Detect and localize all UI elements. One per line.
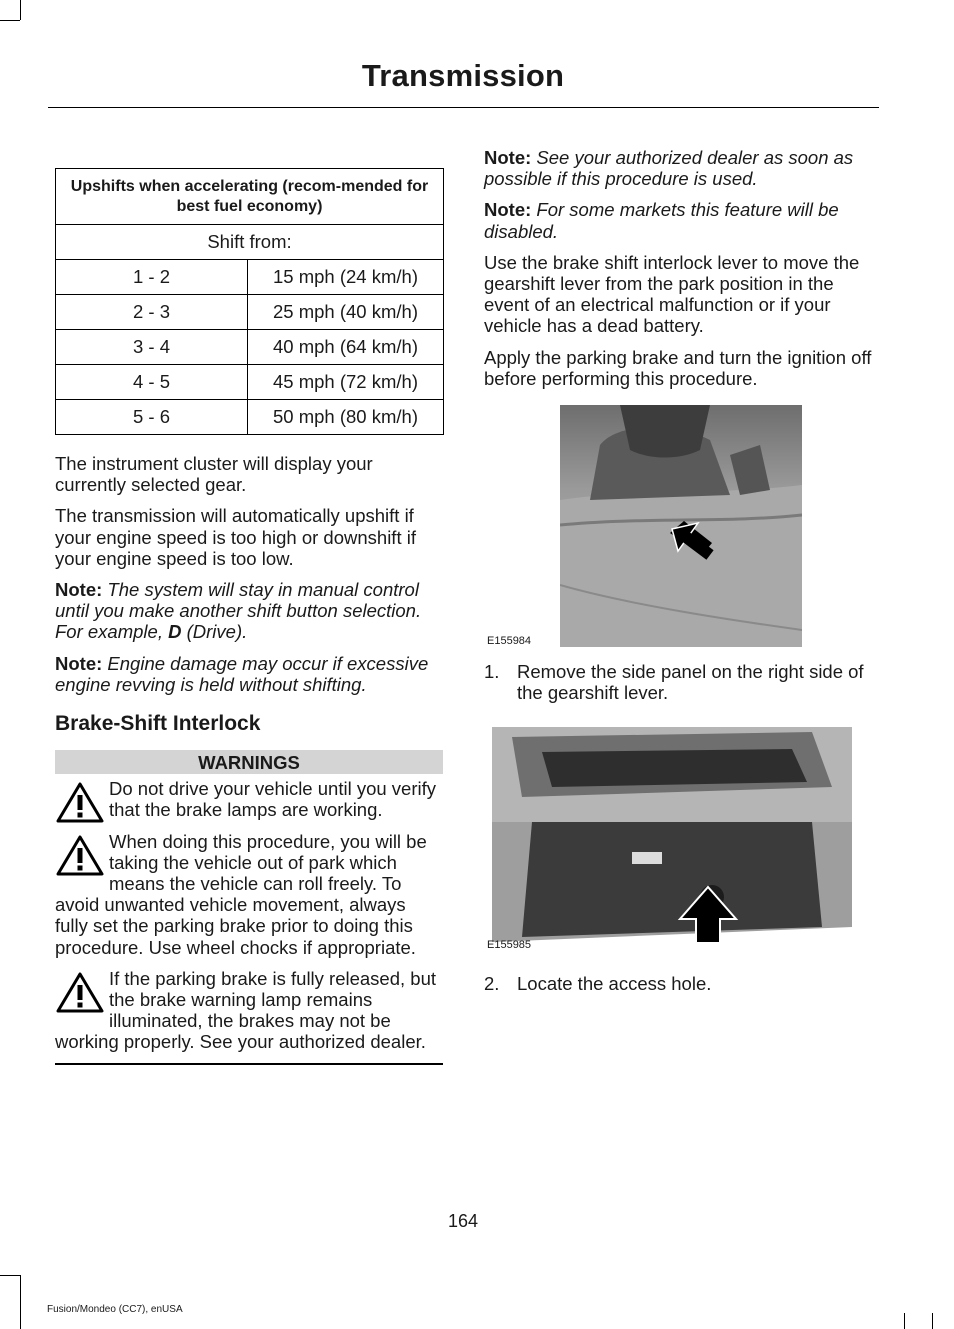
footer-text: Fusion/Mondeo (CC7), enUSA (47, 1304, 183, 1315)
speed-cell: 40 mph (64 km/h) (248, 330, 444, 365)
step-text: Locate the access hole. (517, 973, 712, 995)
crop-mark (20, 1275, 21, 1329)
speed-cell: 50 mph (80 km/h) (248, 400, 444, 435)
gear-cell: 2 - 3 (56, 295, 248, 330)
note-text: See your authorized dealer as soon as possible if this procedure is used. (484, 147, 854, 190)
note-gear: D (168, 621, 182, 643)
access-hole-photo (492, 727, 852, 949)
crop-mark (0, 20, 20, 21)
title-rule (48, 107, 879, 108)
speed-cell: 45 mph (72 km/h) (248, 365, 444, 400)
note (484, 147, 876, 189)
step (484, 661, 876, 703)
right-column (484, 147, 876, 1005)
note-text: The system will stay in manual control until you make another shift button selection. For example, (55, 579, 422, 643)
figure-side-panel (484, 399, 876, 647)
warning-text: When doing this procedure, you will be taking the vehicle out of park which means the vehicle can roll freely. To avoid unwanted vehicle movement, always fully set the parking brake prior to doing this procedure. Use wheel chocks if appropriate. (55, 830, 427, 958)
warning-item (55, 831, 443, 958)
note (55, 579, 443, 643)
table-row (56, 330, 444, 365)
gear-cell: 5 - 6 (56, 400, 248, 435)
warning-triangle-icon (55, 781, 105, 825)
step (484, 973, 876, 994)
paragraph: The transmission will automatically upshift if your engine speed is too high or downshift if your engine speed is too low. (55, 505, 416, 569)
table-heading: Upshifts when accelerating (recom-mended for best fuel economy) (56, 169, 444, 225)
crop-mark (932, 1313, 933, 1329)
crop-mark (904, 1313, 905, 1329)
speed-cell: 15 mph (24 km/h) (248, 260, 444, 295)
note (484, 199, 876, 241)
note-text: (Drive). (186, 621, 248, 643)
page-number: 164 (447, 1211, 479, 1231)
upshift-table (55, 168, 444, 435)
note-text: For some markets this feature will be disabled. (484, 199, 839, 242)
paragraph: The instrument cluster will display your currently selected gear. (55, 453, 373, 496)
figure-access-hole (484, 727, 876, 965)
gear-cell: 3 - 4 (56, 330, 248, 365)
warnings-header: WARNINGS (55, 750, 443, 774)
warning-text: Do not drive your vehicle until you verify that the brake lamps are working. (109, 778, 436, 821)
note-label: Note: (484, 199, 532, 221)
figure-id: E155984 (487, 635, 532, 648)
page-title: Transmission (361, 58, 565, 93)
section-title: Brake-Shift Interlock (55, 712, 261, 736)
paragraph: Use the brake shift interlock lever to move the gearshift lever from the park position in the event of an electrical malfunction or if your vehicle has a dead battery. (484, 251, 860, 337)
note (55, 653, 443, 695)
warning-triangle-icon (55, 971, 105, 1015)
step-number: 1. (484, 661, 500, 683)
warning-item (55, 778, 443, 820)
speed-cell: 25 mph (40 km/h) (248, 295, 444, 330)
step-number: 2. (484, 973, 500, 995)
warning-triangle-icon (55, 834, 105, 878)
crop-mark (0, 1275, 20, 1276)
crop-mark (20, 0, 21, 20)
warnings-end-rule (55, 1063, 443, 1065)
left-column (55, 168, 443, 1065)
table-row (56, 260, 444, 295)
note-label: Note: (55, 652, 103, 674)
gearshift-console-photo (560, 405, 802, 647)
gear-cell: 1 - 2 (56, 260, 248, 295)
table-row (56, 365, 444, 400)
note-text: Engine damage may occur if excessive engine revving is held without shifting. (55, 652, 429, 695)
note-label: Note: (484, 147, 532, 168)
paragraph: Apply the parking brake and turn the ignition off before performing this procedure. (484, 346, 872, 389)
warning-item (55, 968, 443, 1053)
table-subheading: Shift from: (56, 225, 444, 260)
note-label: Note: (55, 579, 103, 601)
warning-text: If the parking brake is fully released, but the brake warning lamp remains illuminated, the brakes may not be working properly. See your authorized dealer. (55, 967, 437, 1053)
table-row (56, 295, 444, 330)
table-row (56, 400, 444, 435)
figure-id: E155985 (487, 939, 532, 952)
step-text: Remove the side panel on the right side of the gearshift lever. (517, 661, 864, 704)
gear-cell: 4 - 5 (56, 365, 248, 400)
